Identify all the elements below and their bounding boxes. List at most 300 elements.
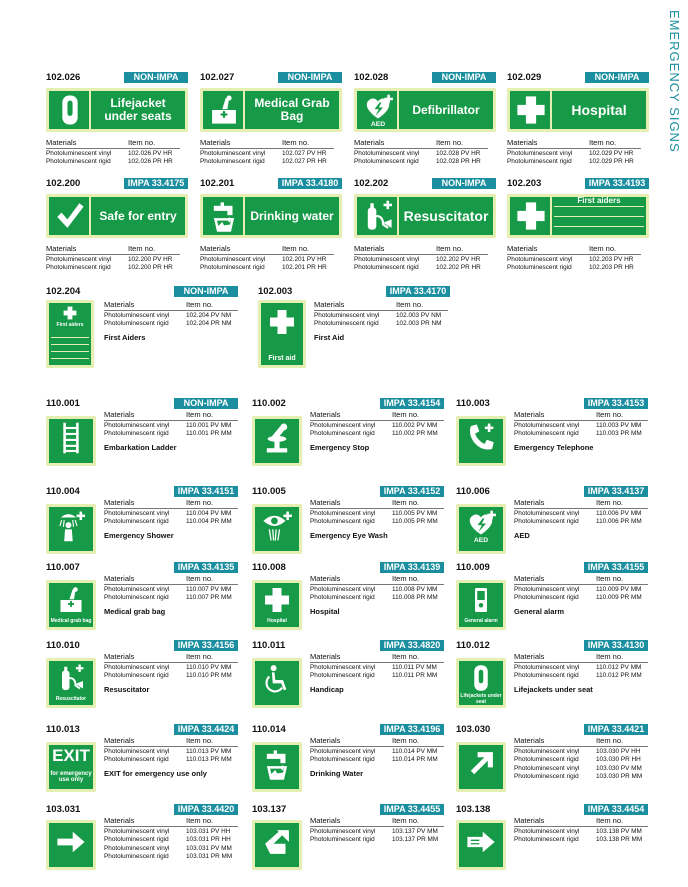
sign-separator — [89, 91, 91, 129]
impa-badge: IMPA 33.4454 — [584, 804, 648, 815]
material-name: Photoluminescent vinyl — [514, 422, 580, 429]
sign-plate — [456, 658, 506, 708]
sign-plate — [46, 194, 188, 238]
material-name: Photoluminescent rigid — [46, 158, 111, 166]
item-number: 102.026 PR HR — [128, 158, 173, 166]
sign-entry — [46, 640, 238, 710]
sign-field — [49, 823, 93, 867]
sign-plate — [46, 820, 96, 870]
sign-plate — [354, 88, 496, 132]
impa-badge: IMPA 33.4170 — [386, 286, 450, 297]
impa-badge: IMPA 33.4196 — [380, 724, 444, 735]
sign-field — [203, 91, 339, 129]
materials-list — [310, 510, 375, 527]
item-code: 110.008 — [252, 562, 286, 573]
material-name: Photoluminescent vinyl — [200, 150, 266, 157]
item-number: 103.138 PR MM — [596, 836, 643, 844]
item-no-header: Item no. — [392, 498, 420, 507]
item-list — [396, 312, 441, 329]
resuscitator-icon — [361, 199, 395, 233]
item-list — [186, 312, 231, 329]
sign-field — [255, 823, 299, 867]
arrow-hand-diagonal-icon — [260, 825, 294, 859]
item-number: 103.137 PR MM — [392, 836, 439, 844]
materials-header: Materials — [314, 300, 345, 309]
divider — [310, 826, 444, 827]
sign-entry — [46, 724, 238, 794]
sign-entry — [354, 178, 488, 278]
item-code: 102.029 — [507, 72, 542, 83]
cross-icon — [62, 305, 78, 321]
item-list — [128, 256, 173, 273]
item-no-header: Item no. — [392, 736, 420, 745]
material-name: Photoluminescent vinyl — [507, 150, 573, 157]
item-no-header: Item no. — [186, 574, 214, 583]
sign-plate — [456, 416, 506, 466]
checkmark-icon — [53, 199, 87, 233]
item-number: 103.031 PV MM — [186, 844, 232, 852]
item-no-header: Item no. — [596, 574, 624, 583]
item-number: 110.008 PV MM — [392, 586, 438, 593]
impa-badge: IMPA 33.4151 — [174, 486, 238, 497]
sign-entry — [456, 724, 648, 794]
cross-icon — [514, 93, 548, 127]
material-name: Photoluminescent vinyl — [104, 828, 170, 835]
material-name: Photoluminescent rigid — [514, 773, 579, 781]
impa-badge: IMPA 33.4139 — [380, 562, 444, 573]
alarm-icon — [466, 585, 496, 615]
item-no-header: Item no. — [186, 736, 214, 745]
item-number: 110.009 PV MM — [596, 586, 642, 593]
item-number: 110.014 PR MM — [392, 756, 438, 764]
sign-entry — [252, 640, 444, 710]
material-name: Photoluminescent rigid — [104, 756, 169, 764]
aed-icon — [361, 93, 395, 127]
divider — [514, 746, 648, 747]
material-name: Photoluminescent rigid — [354, 158, 419, 166]
item-number: 103.031 PV HH — [186, 828, 231, 835]
item-number: 103.030 PV HH — [596, 748, 641, 755]
material-name: Photoluminescent rigid — [310, 756, 375, 764]
sign-description: Embarkation Ladder — [104, 442, 177, 452]
item-list — [392, 748, 438, 765]
sign-plate — [46, 504, 96, 554]
materials-list — [104, 510, 169, 527]
item-number: 110.007 PR MM — [186, 594, 232, 602]
materials-header: Materials — [310, 574, 341, 583]
divider — [514, 662, 648, 663]
sign-field — [49, 507, 93, 551]
material-name: Photoluminescent rigid — [104, 836, 169, 844]
material-name: Photoluminescent vinyl — [310, 664, 376, 671]
material-name: Photoluminescent vinyl — [46, 150, 112, 157]
item-code: 102.203 — [507, 178, 542, 189]
sign-plate — [456, 580, 506, 630]
material-name: Photoluminescent vinyl — [104, 312, 170, 319]
sign-entry — [200, 178, 339, 278]
sign-entry — [252, 398, 444, 468]
material-name: Photoluminescent rigid — [104, 594, 169, 602]
item-code: 110.005 — [252, 486, 286, 497]
item-no-header: Item no. — [392, 652, 420, 661]
sign-entry — [252, 724, 444, 794]
item-list — [186, 664, 232, 681]
item-code: 102.201 — [200, 178, 235, 189]
materials-header: Materials — [514, 574, 545, 583]
item-list — [186, 510, 232, 527]
sign-field — [203, 197, 339, 235]
sign-title: Lifejacket under seats — [104, 96, 172, 123]
materials-list — [104, 748, 169, 765]
item-code: 110.001 — [46, 398, 80, 409]
sign-field — [255, 419, 299, 463]
item-list — [436, 256, 481, 273]
material-name: Photoluminescent vinyl — [104, 586, 170, 593]
material-name: Photoluminescent rigid — [104, 320, 169, 328]
materials-list — [354, 256, 419, 273]
sign-entry — [507, 178, 646, 278]
material-name: Photoluminescent vinyl — [514, 510, 580, 517]
material-name: Photoluminescent rigid — [514, 430, 579, 438]
item-no-header: Item no. — [128, 138, 156, 147]
item-list — [186, 422, 232, 439]
sign-field — [49, 661, 93, 705]
item-code: 110.004 — [46, 486, 80, 497]
material-name: Photoluminescent vinyl — [514, 828, 580, 835]
materials-list — [314, 312, 379, 329]
materials-list — [514, 422, 579, 439]
impa-badge: IMPA 33.4420 — [174, 804, 238, 815]
divider — [104, 310, 238, 311]
sign-title: First aiders — [554, 197, 644, 235]
item-no-header: Item no. — [589, 244, 617, 253]
item-number: 103.031 PR HH — [186, 836, 231, 844]
impa-badge: NON-IMPA — [585, 72, 649, 83]
medical-bag-icon — [56, 585, 86, 615]
sign-plate — [252, 742, 302, 792]
item-number: 110.007 PV MM — [186, 586, 232, 593]
wheelchair-icon — [260, 663, 294, 697]
sign-plate — [46, 416, 96, 466]
item-code: 103.138 — [456, 804, 491, 815]
materials-header: Materials — [354, 244, 385, 253]
item-no-header: Item no. — [128, 244, 156, 253]
sign-entry — [46, 804, 238, 874]
item-no-header: Item no. — [282, 138, 310, 147]
item-no-header: Item no. — [596, 816, 624, 825]
item-number: 110.014 PV MM — [392, 748, 438, 755]
sign-plate — [507, 88, 649, 132]
impa-badge: NON-IMPA — [278, 72, 342, 83]
sign-field — [49, 197, 185, 235]
sign-description: Hospital — [310, 606, 340, 616]
item-code: 110.014 — [252, 724, 286, 735]
aed-label: AED — [473, 537, 489, 543]
divider — [507, 148, 641, 149]
sign-field — [255, 661, 299, 705]
item-number: 103.031 PR MM — [186, 853, 233, 861]
item-number: 102.202 PR HR — [436, 264, 481, 272]
sign-field — [510, 197, 646, 235]
sign-description: First Aid — [314, 332, 345, 342]
sign-field — [459, 419, 503, 463]
material-name: Photoluminescent rigid — [104, 672, 169, 680]
item-list — [392, 828, 438, 845]
item-list — [596, 664, 642, 681]
sign-entry — [258, 286, 450, 370]
sign-title: Safe for entry — [99, 208, 177, 223]
item-code: 102.027 — [200, 72, 235, 83]
item-number: 102.029 PR HR — [589, 158, 634, 166]
impa-badge: NON-IMPA — [432, 178, 496, 189]
item-number: 102.201 PV HR — [282, 256, 327, 263]
materials-list — [46, 256, 111, 273]
materials-list — [104, 828, 169, 862]
materials-header: Materials — [514, 652, 545, 661]
divider — [310, 508, 444, 509]
material-name: Photoluminescent vinyl — [354, 256, 420, 263]
materials-header: Materials — [104, 816, 135, 825]
materials-list — [507, 256, 572, 273]
item-number: 102.029 PV HR — [589, 150, 634, 157]
item-number: 102.202 PV HR — [436, 256, 481, 263]
sign-entry — [456, 486, 648, 556]
impa-badge: IMPA 33.4421 — [584, 724, 648, 735]
impa-badge: IMPA 33.4156 — [174, 640, 238, 651]
divider — [354, 148, 488, 149]
sign-entry — [456, 804, 648, 874]
material-name: Photoluminescent vinyl — [200, 256, 266, 263]
materials-header: Materials — [104, 736, 135, 745]
sign-field — [510, 91, 646, 129]
item-list — [596, 828, 642, 845]
item-list — [436, 150, 481, 167]
material-name: Photoluminescent rigid — [104, 853, 169, 861]
divider — [507, 254, 641, 255]
sign-plate — [46, 300, 94, 368]
item-list — [186, 586, 232, 603]
sign-entry — [46, 398, 238, 468]
item-list — [392, 510, 438, 527]
divider — [310, 420, 444, 421]
sign-plate — [252, 504, 302, 554]
sign-plate — [252, 820, 302, 870]
sign-field — [49, 303, 91, 365]
item-number: 110.006 PR MM — [596, 518, 642, 526]
item-code: 110.009 — [456, 562, 490, 573]
divider — [104, 584, 238, 585]
material-name: Photoluminescent rigid — [354, 264, 419, 272]
item-list — [282, 150, 327, 167]
sign-plate — [456, 504, 506, 554]
item-number: 102.204 PR NM — [186, 320, 232, 328]
item-number: 110.003 PV MM — [596, 422, 642, 429]
sign-separator — [243, 197, 245, 235]
item-number: 102.027 PV HR — [282, 150, 327, 157]
sign-entry — [456, 562, 648, 632]
material-name: Photoluminescent rigid — [104, 518, 169, 526]
section-title: EMERGENCY SIGNS — [667, 10, 682, 153]
sign-label: Lifejackets under seat — [460, 693, 502, 705]
sign-entry — [46, 486, 238, 556]
material-name: Photoluminescent vinyl — [514, 586, 580, 593]
sign-field — [459, 745, 503, 789]
sign-entry — [456, 640, 648, 710]
material-name: Photoluminescent vinyl — [507, 256, 573, 263]
item-number: 102.026 PV HR — [128, 150, 173, 157]
sign-separator — [397, 91, 399, 129]
item-number: 110.010 PV MM — [186, 664, 232, 671]
material-name: Photoluminescent vinyl — [104, 664, 170, 671]
impa-badge: IMPA 33.4193 — [585, 178, 649, 189]
item-code: 110.006 — [456, 486, 490, 497]
sign-entry — [507, 72, 641, 172]
sign-description: First Aiders — [104, 332, 146, 342]
material-name: Photoluminescent rigid — [514, 836, 579, 844]
shower-icon — [54, 509, 88, 543]
sign-label: First aiders — [56, 322, 84, 329]
divider — [354, 254, 488, 255]
item-number: 102.201 PR HR — [282, 264, 327, 272]
sign-description: Emergency Stop — [310, 442, 370, 452]
impa-badge: IMPA 33.4175 — [124, 178, 188, 189]
material-name: Photoluminescent vinyl — [514, 748, 580, 755]
sign-plate — [252, 416, 302, 466]
item-number: 110.004 PR MM — [186, 518, 232, 526]
cross-icon — [262, 585, 292, 615]
impa-badge: IMPA 33.4455 — [380, 804, 444, 815]
divider — [104, 508, 238, 509]
item-code: 110.003 — [456, 398, 490, 409]
impa-badge: NON-IMPA — [124, 72, 188, 83]
lifejacket-icon — [53, 93, 87, 127]
item-no-header: Item no. — [436, 244, 464, 253]
item-number: 102.027 PR HR — [282, 158, 327, 166]
sign-field — [261, 303, 303, 365]
divider — [514, 584, 648, 585]
material-name: Photoluminescent rigid — [310, 594, 375, 602]
item-number: 103.137 PV MM — [392, 828, 438, 835]
materials-header: Materials — [310, 498, 341, 507]
item-number: 103.030 PR MM — [596, 773, 643, 781]
material-name: Photoluminescent vinyl — [46, 256, 112, 263]
material-name: Photoluminescent rigid — [200, 264, 265, 272]
materials-list — [310, 828, 375, 845]
item-code: 103.031 — [46, 804, 81, 815]
material-name: Photoluminescent rigid — [514, 518, 579, 526]
sign-plate — [252, 658, 302, 708]
material-name: Photoluminescent rigid — [310, 836, 375, 844]
item-code: 110.011 — [252, 640, 286, 651]
sign-description: Lifejackets under seat — [514, 684, 593, 694]
item-list — [596, 422, 642, 439]
item-list — [392, 664, 437, 681]
sign-plate — [456, 820, 506, 870]
sign-field — [459, 583, 503, 627]
materials-header: Materials — [507, 138, 538, 147]
ladder-icon — [54, 421, 88, 455]
item-no-header: Item no. — [596, 498, 624, 507]
sign-field — [459, 507, 503, 551]
sign-field — [49, 583, 93, 627]
item-number: 102.028 PR HR — [436, 158, 481, 166]
item-number: 102.003 PV NM — [396, 312, 442, 319]
material-name: Photoluminescent rigid — [507, 158, 572, 166]
sign-separator — [397, 197, 399, 235]
divider — [104, 826, 238, 827]
materials-header: Materials — [104, 300, 135, 309]
item-no-header: Item no. — [186, 652, 214, 661]
materials-header: Materials — [514, 498, 545, 507]
eye-wash-icon — [260, 509, 294, 543]
sign-entry — [46, 286, 238, 370]
material-name: Photoluminescent rigid — [507, 264, 572, 272]
sign-description: Emergency Telephone — [514, 442, 594, 452]
sign-entry — [46, 562, 238, 632]
item-code: 110.012 — [456, 640, 490, 651]
divider — [514, 826, 648, 827]
impa-badge: NON-IMPA — [174, 398, 238, 409]
item-code: 110.013 — [46, 724, 80, 735]
item-number: 102.203 PR HR — [589, 264, 634, 272]
item-list — [128, 150, 173, 167]
sign-lines — [51, 331, 89, 363]
item-number: 102.003 PR NM — [396, 320, 442, 328]
materials-header: Materials — [104, 498, 135, 507]
lifejacket-icon — [466, 663, 496, 693]
arrow-hand-right-icon — [464, 825, 498, 859]
material-name: Photoluminescent rigid — [104, 430, 169, 438]
impa-badge: IMPA 33.4135 — [174, 562, 238, 573]
item-code: 103.137 — [252, 804, 287, 815]
sign-entry — [200, 72, 334, 172]
sign-plate — [258, 300, 306, 368]
divider — [310, 662, 444, 663]
item-no-header: Item no. — [186, 498, 214, 507]
impa-badge: IMPA 33.4152 — [380, 486, 444, 497]
divider — [200, 148, 334, 149]
materials-list — [310, 422, 375, 439]
sign-plate — [46, 658, 96, 708]
material-name: Photoluminescent rigid — [314, 320, 379, 328]
item-number: 110.011 PR MM — [392, 672, 438, 680]
material-name: Photoluminescent rigid — [514, 756, 579, 764]
sign-entry — [252, 562, 444, 632]
materials-list — [514, 586, 579, 603]
tap-icon — [207, 199, 241, 233]
item-code: 102.028 — [354, 72, 389, 83]
item-number: 110.010 PR MM — [186, 672, 232, 680]
material-name: Photoluminescent vinyl — [310, 422, 376, 429]
item-code: 102.202 — [354, 178, 389, 189]
material-name: Photoluminescent rigid — [310, 430, 375, 438]
sign-big-text: EXIT — [52, 746, 90, 766]
material-name: Photoluminescent vinyl — [514, 664, 580, 671]
materials-list — [104, 664, 169, 681]
impa-badge: IMPA 33.4180 — [278, 178, 342, 189]
item-list — [392, 422, 438, 439]
sign-plate — [46, 580, 96, 630]
sign-description: Emergency Shower — [104, 530, 174, 540]
sign-separator — [243, 91, 245, 129]
sign-separator — [550, 197, 552, 235]
sign-label: for emergency use only — [50, 770, 92, 783]
medical-bag-icon — [207, 93, 241, 127]
sign-separator — [550, 91, 552, 129]
item-list — [596, 510, 642, 527]
item-no-header: Item no. — [596, 736, 624, 745]
materials-header: Materials — [507, 244, 538, 253]
